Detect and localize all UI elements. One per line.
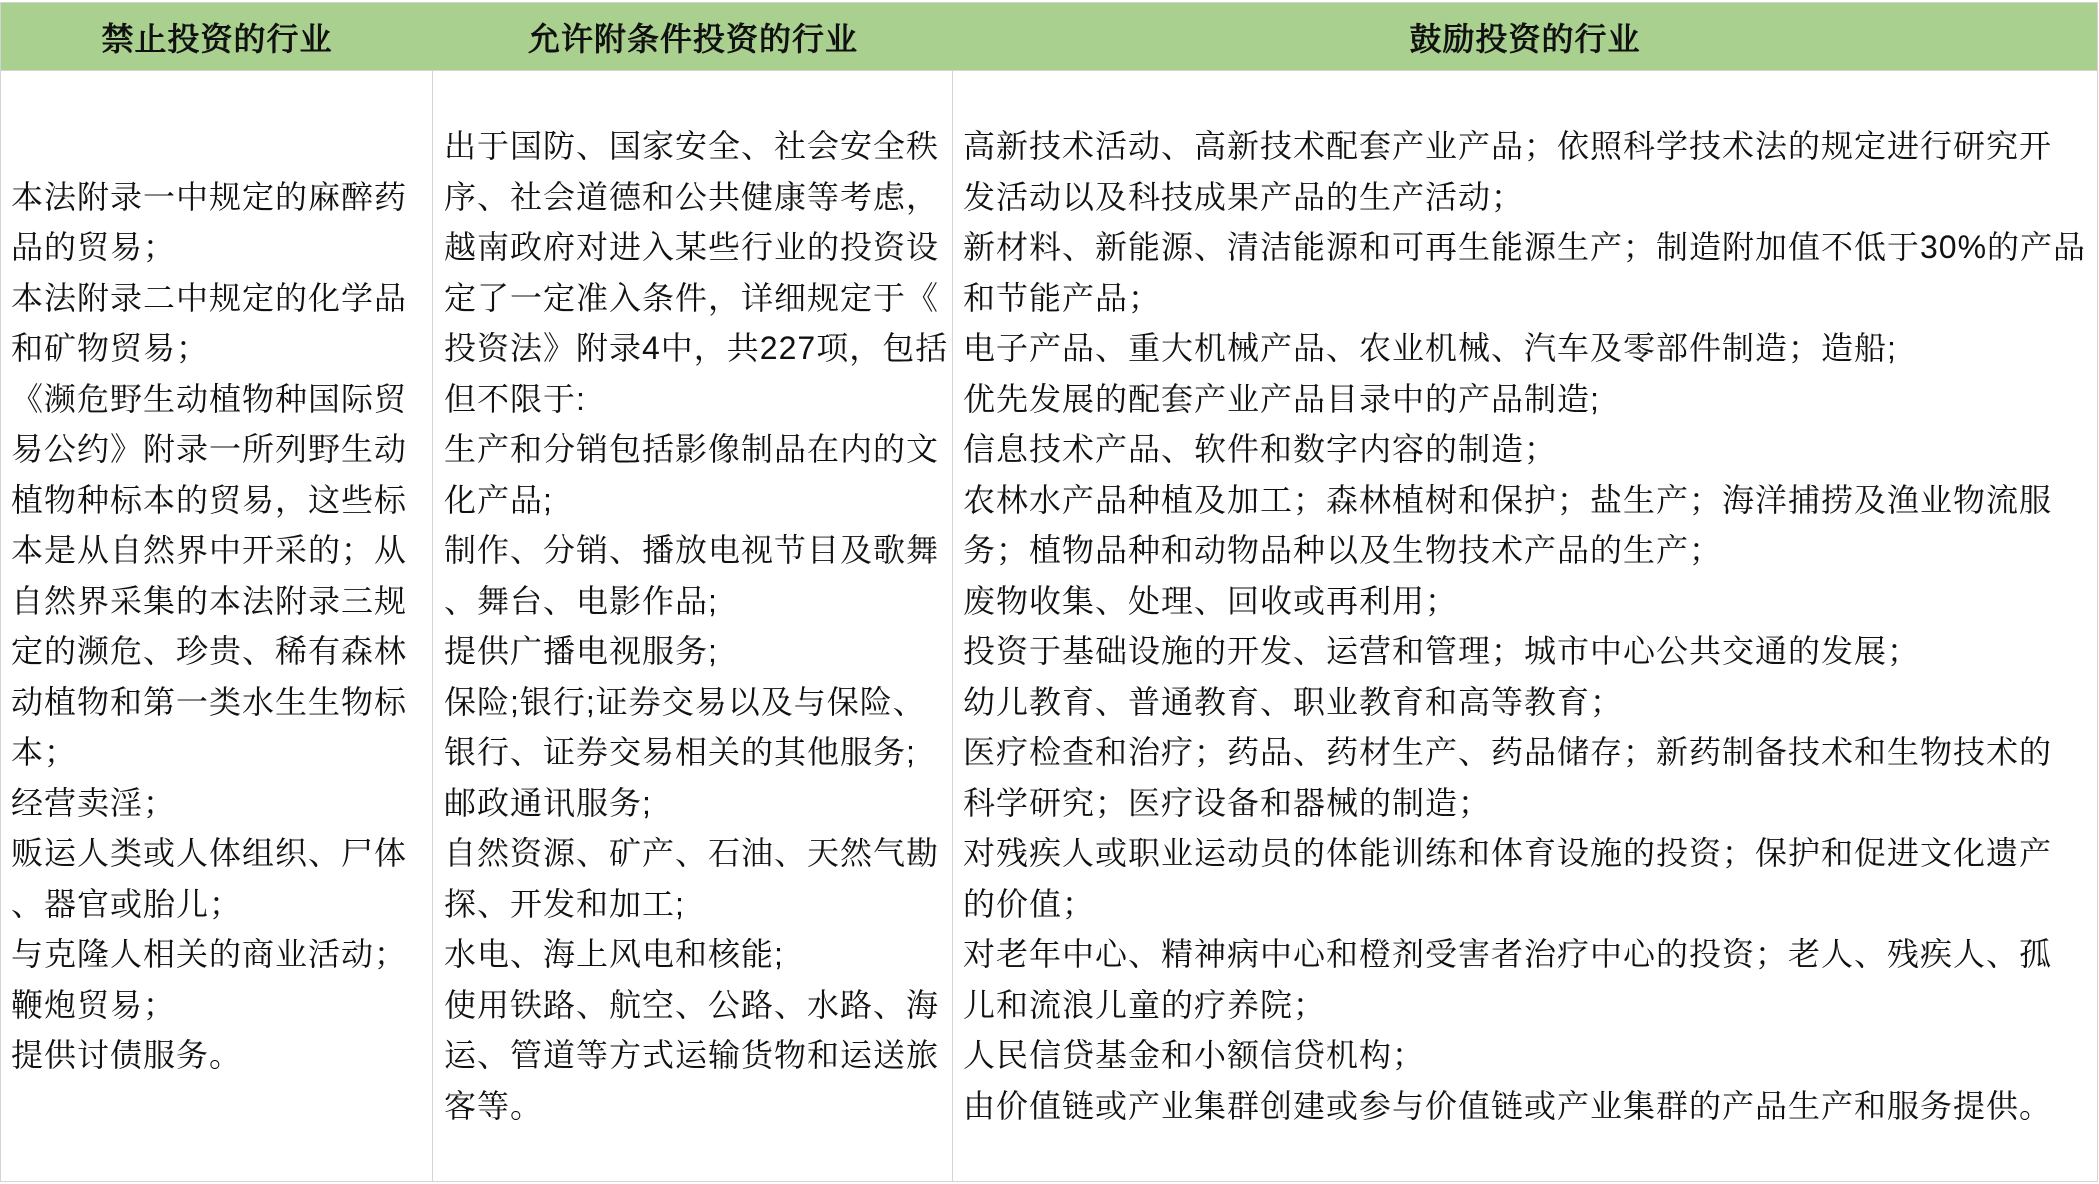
list-item — [444, 525, 952, 626]
text-line: 客等。 — [444, 1087, 544, 1124]
column-header-label: 鼓励投资的行业 — [1409, 20, 1641, 57]
text-line: 本； — [11, 734, 78, 770]
text-line: 电子产品、重大机械产品、农业机械、汽车及零部件制造；造船; — [963, 330, 1897, 366]
list-item — [963, 727, 2097, 828]
text-line: 人民信贷基金和小额信贷机构； — [963, 1037, 1426, 1073]
text-line: 使用铁路、航空、公路、水路、海 — [444, 986, 940, 1023]
text-line: 与克隆人相关的商业活动； — [11, 936, 408, 972]
text-line: 提供讨债服务。 — [11, 1037, 243, 1073]
list-item — [963, 677, 2097, 728]
text-line: 本法附录二中规定的化学品 — [11, 279, 408, 316]
text-line: 制作、分销、播放电视节目及歌舞 — [444, 532, 940, 568]
text-line: 优先发展的配套产业产品目录中的产品制造; — [963, 380, 1600, 417]
forbidden-industries-cell — [1, 71, 433, 1181]
text-line: 定了一定准入条件，详细规定于《 — [444, 279, 940, 316]
list-item — [963, 475, 2097, 576]
text-line: 投资于基础设施的开发、运营和管理；城市中心公共交通的发展； — [963, 633, 1921, 669]
text-line: 提供广播电视服务; — [444, 633, 718, 669]
text-line: 医疗检查和治疗；药品、药材生产、药品储存；新药制备技术和生物技术的 — [963, 734, 2053, 770]
text-line: 废物收集、处理、回收或再利用； — [963, 582, 1459, 619]
text-line: 科学研究；医疗设备和器械的制造； — [963, 784, 1492, 821]
list-item — [963, 374, 2097, 425]
text-line: 贩运人类或人体组织、尸体 — [11, 835, 408, 871]
list-item — [963, 222, 2097, 323]
list-item — [963, 323, 2097, 374]
list-item — [11, 980, 432, 1031]
text-line: 品的贸易； — [11, 229, 177, 265]
column-header-label: 禁止投资的行业 — [101, 20, 333, 57]
list-item — [11, 828, 432, 929]
header-encouraged-industries — [953, 3, 2097, 71]
list-item — [444, 778, 952, 829]
list-item — [11, 374, 432, 778]
text-line: 易公约》附录一所列野生动 — [11, 431, 408, 467]
conditional-industries-cell — [433, 71, 953, 1181]
text-line: 经营卖淫； — [11, 784, 177, 821]
text-line: 、器官或胎儿； — [11, 885, 243, 922]
text-line: 水电、海上风电和核能; — [444, 936, 784, 972]
text-line: 自然资源、矿产、石油、天然气勘 — [444, 835, 940, 871]
list-item — [963, 121, 2097, 222]
list-item — [11, 273, 432, 374]
list-item — [963, 828, 2097, 929]
list-item — [444, 626, 952, 677]
text-line: 和矿物贸易； — [11, 330, 210, 366]
text-line: 化产品; — [444, 481, 553, 518]
list-item — [963, 576, 2097, 627]
header-forbidden-industries — [1, 3, 433, 71]
list-item — [444, 929, 952, 980]
list-item — [444, 121, 952, 424]
investment-industry-table — [0, 2, 2098, 1182]
text-line: 的价值； — [963, 885, 1096, 922]
text-line: 、舞台、电影作品; — [444, 582, 718, 619]
text-line: 植物种标本的贸易，这些标 — [11, 481, 408, 518]
text-line: 儿和流浪儿童的疗养院； — [963, 986, 1327, 1023]
text-line: 务；植物品种和动物品种以及生物技术产品的生产； — [963, 532, 1723, 568]
text-line: 但不限于: — [444, 380, 586, 417]
list-item — [963, 1030, 2097, 1081]
text-line: 动植物和第一类水生生物标 — [11, 683, 408, 720]
text-line: 投资法》附录4中，共227项，包括 — [444, 330, 949, 366]
list-item — [963, 424, 2097, 475]
list-item — [444, 677, 952, 778]
text-line: 探、开发和加工; — [444, 885, 685, 922]
text-line: 农林水产品种植及加工；森林植树和保护；盐生产；海洋捕捞及渔业物流服 — [963, 481, 2053, 518]
text-line: 生产和分销包括影像制品在内的文 — [444, 431, 940, 467]
text-line: 高新技术活动、高新技术配套产业产品；依照科学技术法的规定进行研究开 — [963, 128, 2053, 164]
list-item — [963, 1081, 2097, 1132]
list-item — [444, 424, 952, 525]
text-line: 银行、证券交易相关的其他服务; — [444, 734, 916, 770]
text-line: 《濒危野生动植物种国际贸 — [11, 380, 408, 417]
text-line: 本法附录一中规定的麻醉药 — [11, 178, 408, 215]
text-line: 幼儿教育、普通教育、职业教育和高等教育； — [963, 683, 1624, 720]
text-line: 保险;银行;证券交易以及与保险、 — [444, 683, 926, 720]
text-line: 信息技术产品、软件和数字内容的制造； — [963, 431, 1558, 467]
text-line: 对老年中心、精神病中心和橙剂受害者治疗中心的投资；老人、残疾人、孤 — [963, 936, 2053, 972]
list-item — [963, 929, 2097, 1030]
text-line: 发活动以及科技成果产品的生产活动； — [963, 178, 1525, 215]
column-header-label: 允许附条件投资的行业 — [527, 20, 858, 57]
list-item — [11, 172, 432, 273]
text-line: 越南政府对进入某些行业的投资设 — [444, 229, 940, 265]
text-line: 和节能产品； — [963, 279, 1162, 316]
list-item — [11, 929, 432, 980]
text-line: 序、社会道德和公共健康等考虑， — [444, 178, 940, 215]
text-line: 运、管道等方式运输货物和运送旅 — [444, 1037, 940, 1073]
list-item — [444, 980, 952, 1132]
list-item — [963, 626, 2097, 677]
list-item — [444, 828, 952, 929]
text-line: 本是从自然界中开采的；从 — [11, 532, 408, 568]
text-line: 自然界采集的本法附录三规 — [11, 582, 408, 619]
text-line: 邮政通讯服务; — [444, 784, 652, 821]
list-item — [11, 1030, 432, 1081]
text-line: 定的濒危、珍贵、稀有森林 — [11, 633, 408, 669]
text-line: 鞭炮贸易； — [11, 986, 177, 1023]
header-conditional-industries — [433, 3, 953, 71]
text-line: 出于国防、国家安全、社会安全秩 — [444, 128, 940, 164]
text-line: 新材料、新能源、清洁能源和可再生能源生产；制造附加值不低于30%的产品 — [963, 229, 2087, 265]
text-line: 由价值链或产业集群创建或参与价值链或产业集群的产品生产和服务提供。 — [963, 1087, 2053, 1124]
encouraged-industries-cell — [953, 71, 2097, 1181]
list-item — [11, 778, 432, 829]
text-line: 对残疾人或职业运动员的体能训练和体育设施的投资；保护和促进文化遗产 — [963, 835, 2053, 871]
